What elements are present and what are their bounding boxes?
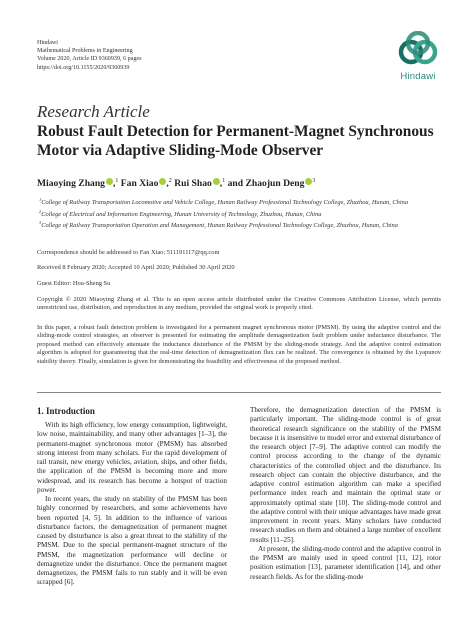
section-heading: 1. Introduction xyxy=(37,406,95,416)
author-name[interactable]: Zhaojun Deng xyxy=(245,178,305,190)
article-type: Research Article xyxy=(37,102,150,121)
affiliation-item: $^1$College of Railway Transportation Locomotive and Vehicle College, Hunan Railway Professional Technology College, Zhuzhou, Hunan, China xyxy=(39,197,409,207)
article-title: Robust Fault Detection for Permanent-Magnet Synchronous Motor via Adaptive Sliding-Mode Observer xyxy=(37,123,434,159)
divider xyxy=(37,392,441,393)
journal-info xyxy=(37,39,141,72)
author-affiliation-mark: 1 xyxy=(115,178,119,184)
author-and: and xyxy=(227,178,244,190)
author-affiliation-mark: 2 xyxy=(168,178,172,184)
affiliation-item: $^3$College of Railway Transportation Operation and Management, Hunan Railway Professional Technology College, Zhuzhou, Hunan, China xyxy=(39,220,398,230)
orcid-icon[interactable] xyxy=(106,178,113,185)
author-name[interactable]: Miaoying Zhang xyxy=(37,178,105,190)
hindawi-logo-icon xyxy=(394,31,442,91)
doi-link[interactable]: https://doi.org/10.1155/2020/9360939 xyxy=(37,64,130,71)
author-name[interactable]: Rui Shao xyxy=(174,178,212,190)
guest-editor: Guest Editor: Hou-Sheng Su xyxy=(37,280,111,287)
author-affiliation-mark: 1 xyxy=(222,178,226,184)
copyright-notice: Copyright © 2020 Miaoying Zhang et al. This is an open access article distributed under the Creative Commons Attribution License, which permits unrestricted use, distribution, and reproduction in any medium, provided the original work is properly cited. xyxy=(37,296,441,312)
affiliation-item: $^2$College of Electrical and Information Engineering, Hunan University of Technology, Zhuzhou, Hunan, China xyxy=(39,208,322,218)
author-list: Miaoying Zhang ,$^1$ Fan Xiao ,$^2$ Rui Shao ,$^1$ and Zhaojun Deng $^3$ xyxy=(37,178,316,190)
author-affiliation-mark: 3 xyxy=(312,178,316,184)
publisher-name: Hindawi xyxy=(37,40,58,46)
body-column-right xyxy=(250,406,441,582)
paragraph: With its high efficiency, low energy consumption, lightweight, low noise, maintainability, and many other advantages [1–3], the permanent-magnet synchronous motor (PMSM) has absorbed strong interest from many scholars. For the rapid development of rail transit, new energy vehicles, aviation, ships, and other fields, the application of the PMSM is becoming more and more widespread, and its research has become a hotspot of traction power. xyxy=(37,421,227,494)
orcid-icon[interactable] xyxy=(213,178,220,185)
paragraph: In recent years, the study on stability of the PMSM has been highly concerned by researchers, and some achievements have been reported [4, 5]. In addition to the influence of various disturbance factors, the demagnetization of permanent magnet caused by disturbance is also a great threat to the stability of the PMSM. Due to the special permanent-magnet structure of the PMSM, the magnetization performance will decline or demagnetize under the disturbance. Once the permanent magnet demagnetizes, the PMSM fails to run stably and it will be even scrapped [6]. xyxy=(37,495,227,587)
volume-line: Volume 2020, Article ID 9360939, 6 pages xyxy=(37,56,142,63)
publication-dates: Received 8 February 2020; Accepted 10 April 2020; Published 30 April 2020 xyxy=(37,264,235,271)
body-column-left xyxy=(37,421,227,588)
paragraph: Therefore, the demagnetization detection of the PMSM is particularly important. The sliding-mode control is of great theoretical research significance on the stability of the PMSM because it is insensitive to model error and external disturbance of the research object [7–9]. The adaptive control can modify the control process according to the change of the dynamic characteristics of the controlled object and the disturbance. Its research object can contain the objective disturbance, and the adaptive control estimation algorithm can make a specified performance index reach and maintain the optimal state or approximately optimal state [10]. The sliding-mode control and the adaptive control with their unique advantages have made great improvement in recent years. Many scholars have conducted research studies on them and obtained a large number of excellent results [11–25]. xyxy=(250,406,441,544)
affiliations xyxy=(37,196,442,231)
correspondence: Correspondence should be addressed to Fan Xiao; 511191117@qq.com xyxy=(37,249,220,256)
hindawi-logo-text: Hindawi xyxy=(400,71,436,82)
author-name[interactable]: Fan Xiao xyxy=(120,178,159,190)
abstract: In this paper, a robust fault detection problem is investigated for a permanent magnet synchronous motor (PMSM). By using the adaptive control and the sliding-mode control strategies, an observer is presented for estimating the amplitude demagnetization fault problem under inductance disturbance. The proposed method can effectively attenuate the inductance disturbance of the PMSM by the sliding-mode strategy. And the adaptive control estimation algorithm is adopted for guaranteeing that the real-time detection of demagnetization flux can be realized. The convergence is obtained by the Lyapunov stability theory. Finally, simulation is given for demonstrating the feasibility and effectiveness of the proposed method. xyxy=(37,324,441,365)
paragraph: At present, the sliding-mode control and the adaptive control in the PMSM are mainly used in speed control [11, 12], rotor position estimation [13], parameter identification [14], and other research fields. As for the sliding-mode xyxy=(250,544,441,581)
journal-name: Mathematical Problems in Engineering xyxy=(37,48,133,55)
